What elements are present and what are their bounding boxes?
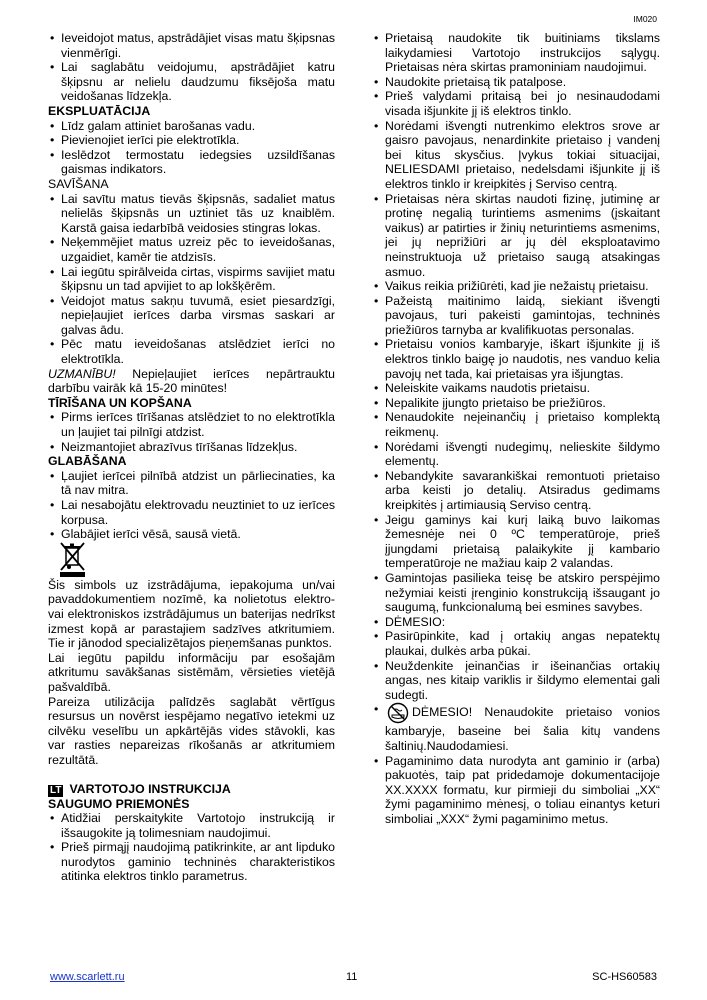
weee-paragraph-1: Šis simbols uz izstrādājuma, iepakojuma un/vai pavaddokumentiem nozīmē, ka nolietotus elektro- vai elektroniskos izstrādājumus un baterijas nedrīkst izmest kopā ar parastajiem sadzīves atkritumiem. Tie ir jānodod specializētajos pieņemšanas punktos.: [48, 577, 335, 651]
list-item: • Prieš valydami pritaisą bei jo nesinaudodami visada išjunkite jį iš elektros tinklo.: [372, 89, 660, 118]
list-item: • DĖMESIO:: [372, 615, 660, 630]
document-code: IM020: [633, 14, 657, 24]
list-item: • Ieslēdzot termostatu iedegsies uzsildīšanas gaismas indikators.: [48, 148, 335, 177]
footer-website-link[interactable]: www.scarlett.ru: [50, 971, 125, 983]
list-item: • Pasirūpinkite, kad į ortakių angas nepatektų plaukai, dulkės arba pūkai.: [372, 629, 660, 658]
model-number: SC-HS60583: [592, 971, 657, 983]
section-heading-savisana: SAVĪŠANA: [48, 176, 109, 191]
right-column: [372, 31, 660, 826]
weee-paragraph-3: Pareiza utilizācija palīdzēs saglabāt vērtīgus resursus un novērst iespējamo negatīvo ietekmi uz cilvēku veselību un apkārtējās vides stāvokli, kas var rasties nepareizas rīkošanās ar atkritumiem rezultātā.: [48, 694, 335, 767]
list-item: • Nebandykite savarankiškai remontuoti prietaiso arba keisti jo detalių. Atsiradus gedimams kreipkitės į artimiausią Serviso centrą.: [372, 469, 660, 513]
weee-paragraph-2: Lai iegūtu papildu informāciju par esošajām atkritumu savākšanas sistēmām, vērsieties vietējā pašvaldībā.: [48, 650, 335, 694]
section-heading-glabasana: GLABĀŠANA: [48, 454, 127, 469]
cleaning-list: [48, 410, 335, 454]
list-item: • Jeigu gaminys kai kurį laiką buvo laikomas žemesnėje nei 0 ºC temperatūroje, prieš įjungdami prietaisą palaikykite jį kambario temperatūroje ne mažiau kaip 2 valandas.: [372, 513, 660, 571]
list-item: • Lai nesabojātu elektrovadu neuztiniet to uz ierīces korpusa.: [48, 498, 335, 527]
list-item: • Nenaudokite neįeinančių į prietaiso komplektą reikmenų.: [372, 410, 660, 439]
list-item: • Prietaisas nėra skirtas naudoti fizinę, jutiminę ar protinę negalią turintiems asmenims (įskaitant vaikus) ar patirties ir žinių neturintiems asmenims, jei jų neprižiūri ar jų dėl eksploatavimo neinstruktuoja už prietaiso saugą atsakingas asmuo.: [372, 192, 660, 280]
list-item: • Glabājiet ierīci vēsā, sausā vietā.: [48, 527, 335, 542]
list-item: • Pirms ierīces tīrīšanas atslēdziet to no elektrotīkla un ļaujiet tai pilnīgi atdzist.: [48, 410, 335, 439]
list-item: • Norėdami išvengti nudegimų, nelieskite šildymo elementų.: [372, 440, 660, 469]
caution-text: Nepieļaujiet ierīces nepārtrauktu darbību vairāk kā 15-20 minūtes!: [48, 366, 335, 396]
list-item: • Atidžiai perskaitykite Vartotojo instrukciją ir išsaugokite ją tolimesniam naudojimui.: [48, 811, 335, 840]
lt-section-title: [48, 782, 335, 797]
safety-list-left: [48, 811, 335, 884]
list-item: • Naudokite prietaisą tik patalpose.: [372, 75, 660, 90]
list-item: • Prietaisą naudokite tik buitiniams tikslams laikydamiesi Vartotojo instrukcijos sąlygų. Prietaisas nėra skirtas pramoniniam naudojimui.: [372, 31, 660, 75]
list-item: • Lai savītu matus tievās šķipsnās, sadaliet matus nelielās šķipsnās un uztiniet tās uz knaiblēm. Karstā gaisa iedarbībā veidosies stingras lokas.: [48, 192, 335, 236]
list-item: • Vaikus reikia prižiūrėti, kad jie nežaistų prietaisu.: [372, 279, 660, 294]
list-item: • Ļaujiet ierīcei pilnībā atdzist un pārliecinaties, ka tā nav mitra.: [48, 469, 335, 498]
list-item: • Prietaisu vonios kambaryje, iškart išjunkite jį iš elektros tinklo baigę jo naudotis, nes vanduo kelia pavojų net tada, kai prietaisas yra išjungtas.: [372, 337, 660, 381]
list-item: • Pagaminimo data nurodyta ant gaminio ir (arba) pakuotės, taip pat pridedamoje dokumentacijoje XX.XXXX formatu, kur pirmieji du simboliai „XX“ žymi pagaminimo mėnesį, o toliau einantys keturi simboliai „XXX“ žymi pagaminimo metus.: [372, 754, 660, 827]
list-item: • Pažeistą maitinimo laidą, siekiant išvengti pavojaus, turi pakeisti gamintojas, techninės priežiūros tarnyba ar kvalifikuotas personalas.: [372, 294, 660, 338]
list-item: • Lai saglabātu veidojumu, apstrādājiet katru šķipsnu ar nelielu daudzumu fiksējoša matu veidošanas līdzekļa.: [48, 60, 335, 104]
no-bath-warning-icon: [385, 702, 411, 724]
list-item: • Neizmantojiet abrazīvus tīrīšanas līdzekļus.: [48, 440, 335, 455]
operation-list: [48, 119, 335, 177]
safety-list-right: [372, 31, 660, 826]
list-item: • Neleiskite vaikams naudotis prietaisu.: [372, 381, 660, 396]
list-item: • Pēc matu ieveidošanas atslēdziet ierīci no elektrotīkla.: [48, 337, 335, 366]
list-item: • Lai iegūtu spirālveida cirtas, vispirms savijiet matu šķipsnu un tad apvijiet to ap lokšķērēm.: [48, 265, 335, 294]
list-item: • Prieš pirmąjį naudojimą patikrinkite, ar ant lipduko nurodytos gaminio techninės charakteristikos atitinka elektros tinklo parametrus.: [48, 840, 335, 884]
section-heading-saugumo: SAUGUMO PRIEMONĖS: [48, 796, 190, 811]
list-item: • Neuždenkite įeinančias ir išeinančias ortakių angas, nes kitaip variklis ir šildymo elementai gali sudegti.: [372, 659, 660, 703]
section-heading-ekspluatacija: EKSPLUATĀCIJA: [48, 103, 151, 118]
list-item: • Neķemmējiet matus uzreiz pēc to ieveidošanas, uzgaidiet, kamēr tie atdzisīs.: [48, 235, 335, 264]
language-badge-lt: LT: [50, 784, 62, 796]
list-item: • Nepalikite įjungto prietaiso be priežiūros.: [372, 396, 660, 411]
shaping-tips-list: [48, 31, 335, 104]
curling-list: [48, 192, 335, 367]
list-item: • Līdz galam attiniet barošanas vadu.: [48, 119, 335, 134]
left-column: [48, 31, 335, 884]
caution-note: [48, 367, 335, 396]
storage-list: [48, 469, 335, 542]
list-item: • Gamintojas pasilieka teisę be atskiro perspėjimo nežymiai keisti įrenginio konstrukciją išsaugant jo saugumą, funkcionalumą bei esmines savybes.: [372, 571, 660, 615]
list-item: • Pievienojiet ierīci pie elektrotīkla.: [48, 133, 335, 148]
page-number: 11: [346, 971, 358, 983]
warning-text: DĖMESIO! Nenaudokite prietaiso vonios kambaryje, baseine bei šalia kitų vandens šaltinių.Naudodamiesi.: [385, 705, 660, 753]
section-heading-tirisana: TĪRĪŠANA UN KOPŠANA: [48, 395, 192, 410]
crossed-bin-icon: [60, 542, 86, 578]
caution-label: UZMANĪBU!: [48, 366, 116, 381]
lt-title-text: VARTOTOJO INSTRUKCIJA: [69, 781, 231, 796]
list-item: • Veidojot matus sakņu tuvumā, esiet piesardzīgi, nepieļaujiet ierīces darba virsmas saskari ar galvas ādu.: [48, 294, 335, 338]
list-item: • Ieveidojot matus, apstrādājiet visas matu šķipsnas vienmērīgi.: [48, 31, 335, 60]
list-item: • Norėdami išvengti nutrenkimo elektros srove ar gaisro pavojaus, nenardinkite prietaiso į vandenį bei kitus skysčius. Įvykus tokiai situacijai, NELIESDAMI prietaiso, nedelsdami išjunkite jį iš elektros tinklo ir kreipkitės į Serviso centrą.: [372, 119, 660, 192]
list-item-warning: [372, 702, 660, 753]
